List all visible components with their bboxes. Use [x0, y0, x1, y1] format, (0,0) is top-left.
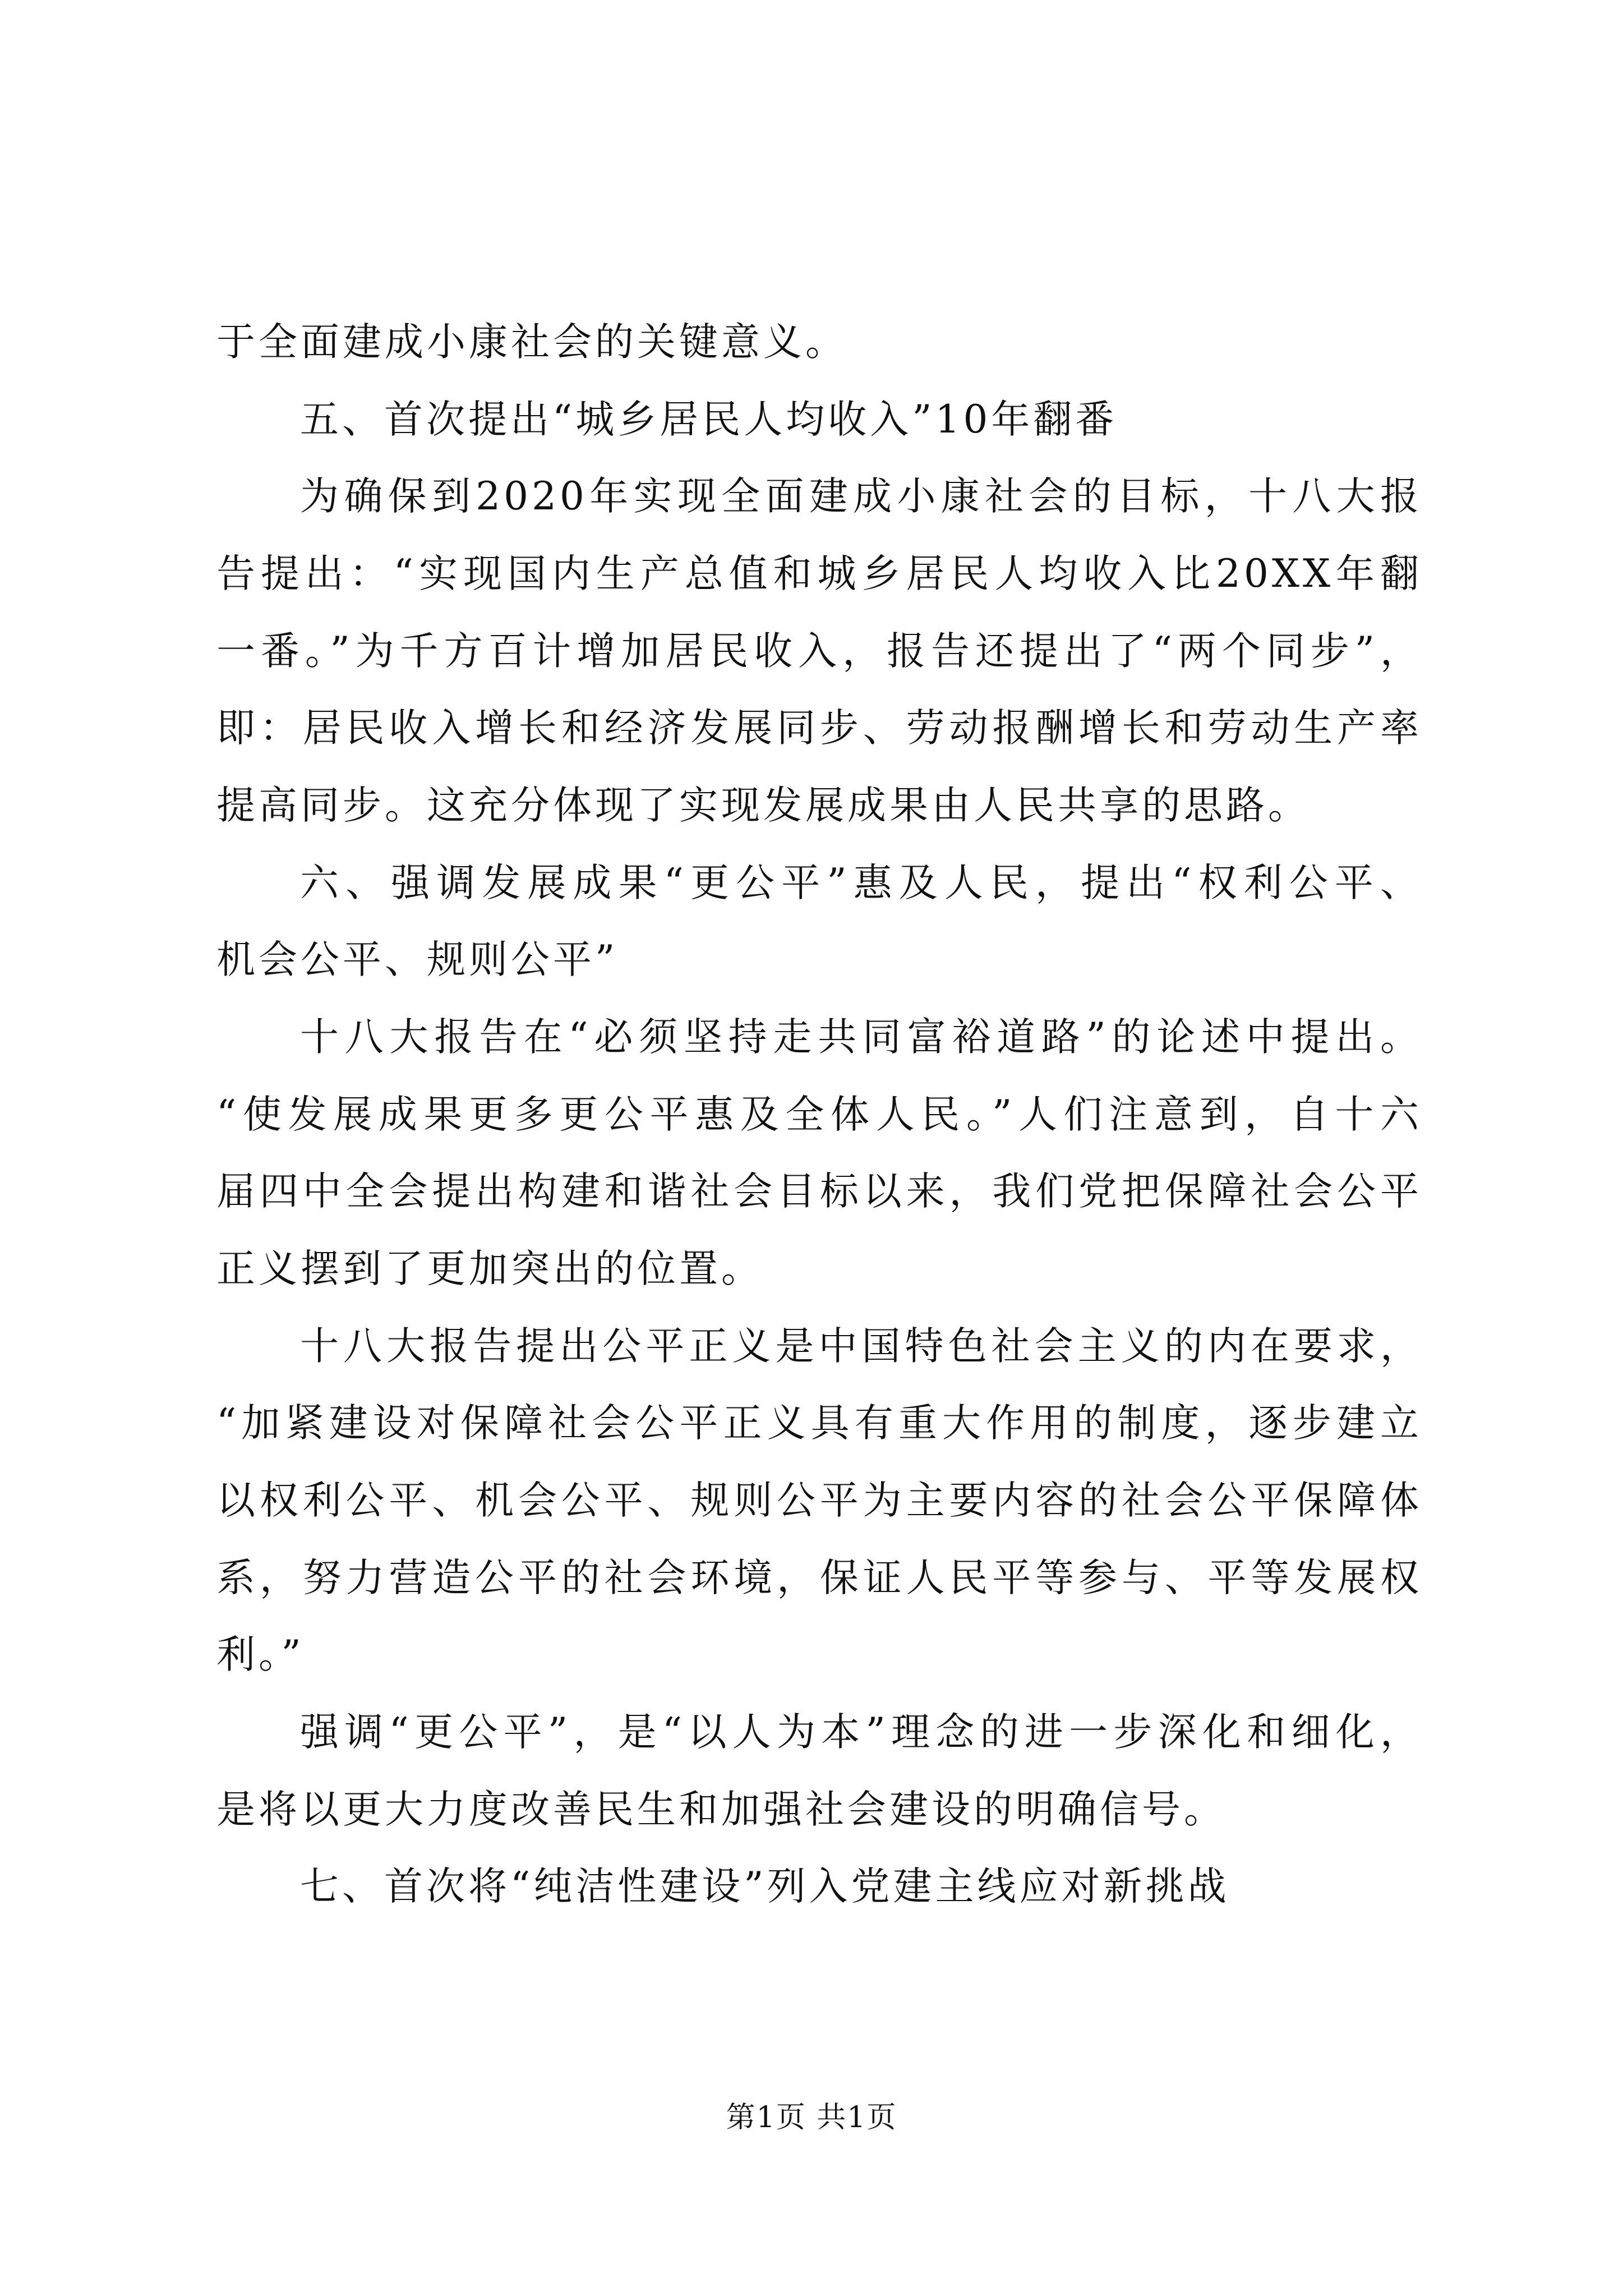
body-line: 十八大报告提出公平正义是中国特色社会主义的内在要求，: [300, 1324, 1422, 1369]
body-line: 为确保到2020年实现全面建成小康社会的目标，十八大报: [300, 474, 1422, 519]
body-line: 于全面建成小康社会的关键意义。: [216, 320, 847, 365]
body-line: 一番。”为千方百计增加居民收入，报告还提出了“两个同步”，: [216, 629, 1422, 674]
page-footer: 第1页 共1页: [726, 2101, 897, 2134]
body-line: 以权利公平、机会公平、规则公平为主要内容的社会公平保障体: [216, 1478, 1422, 1523]
body-line: 系，努力营造公平的社会环境，保证人民平等参与、平等发展权: [216, 1556, 1422, 1600]
body-line: 即：居民收入增长和经济发展同步、劳动报酬增长和劳动生产率: [216, 706, 1422, 751]
body-line: 十八大报告在“必须坚持走共同富裕道路”的论述中提出。: [300, 1015, 1422, 1060]
body-line: 正义摆到了更加突出的位置。: [216, 1246, 763, 1291]
section-heading: 七、首次将“纯洁性建设”列入党建主线应对新挑战: [300, 1864, 1230, 1909]
section-heading-continued: 机会公平、规则公平”: [216, 937, 619, 982]
body-line: 强调“更公平”，是“以人为本”理念的进一步深化和细化，: [300, 1710, 1422, 1755]
section-heading: 五、首次提出“城乡居民人均收入”10年翻番: [300, 397, 1118, 442]
body-line: 提高同步。这充分体现了实现发展成果由人民共享的思路。: [216, 783, 1310, 828]
body-line: 告提出：“实现国内生产总值和城乡居民人均收入比20XX年翻: [216, 551, 1422, 596]
body-line: “加紧建设对保障社会公平正义具有重大作用的制度，逐步建立: [216, 1401, 1422, 1446]
body-line: 是将以更大力度改善民生和加强社会建设的明确信号。: [216, 1787, 1226, 1832]
body-line: 利。”: [216, 1632, 305, 1677]
body-line: 届四中全会提出构建和谐社会目标以来，我们党把保障社会公平: [216, 1169, 1422, 1214]
section-heading: 六、强调发展成果“更公平”惠及人民，提出“权利公平、: [300, 861, 1422, 905]
body-line: “使发展成果更多更公平惠及全体人民。”人们注意到，自十六: [216, 1092, 1422, 1137]
